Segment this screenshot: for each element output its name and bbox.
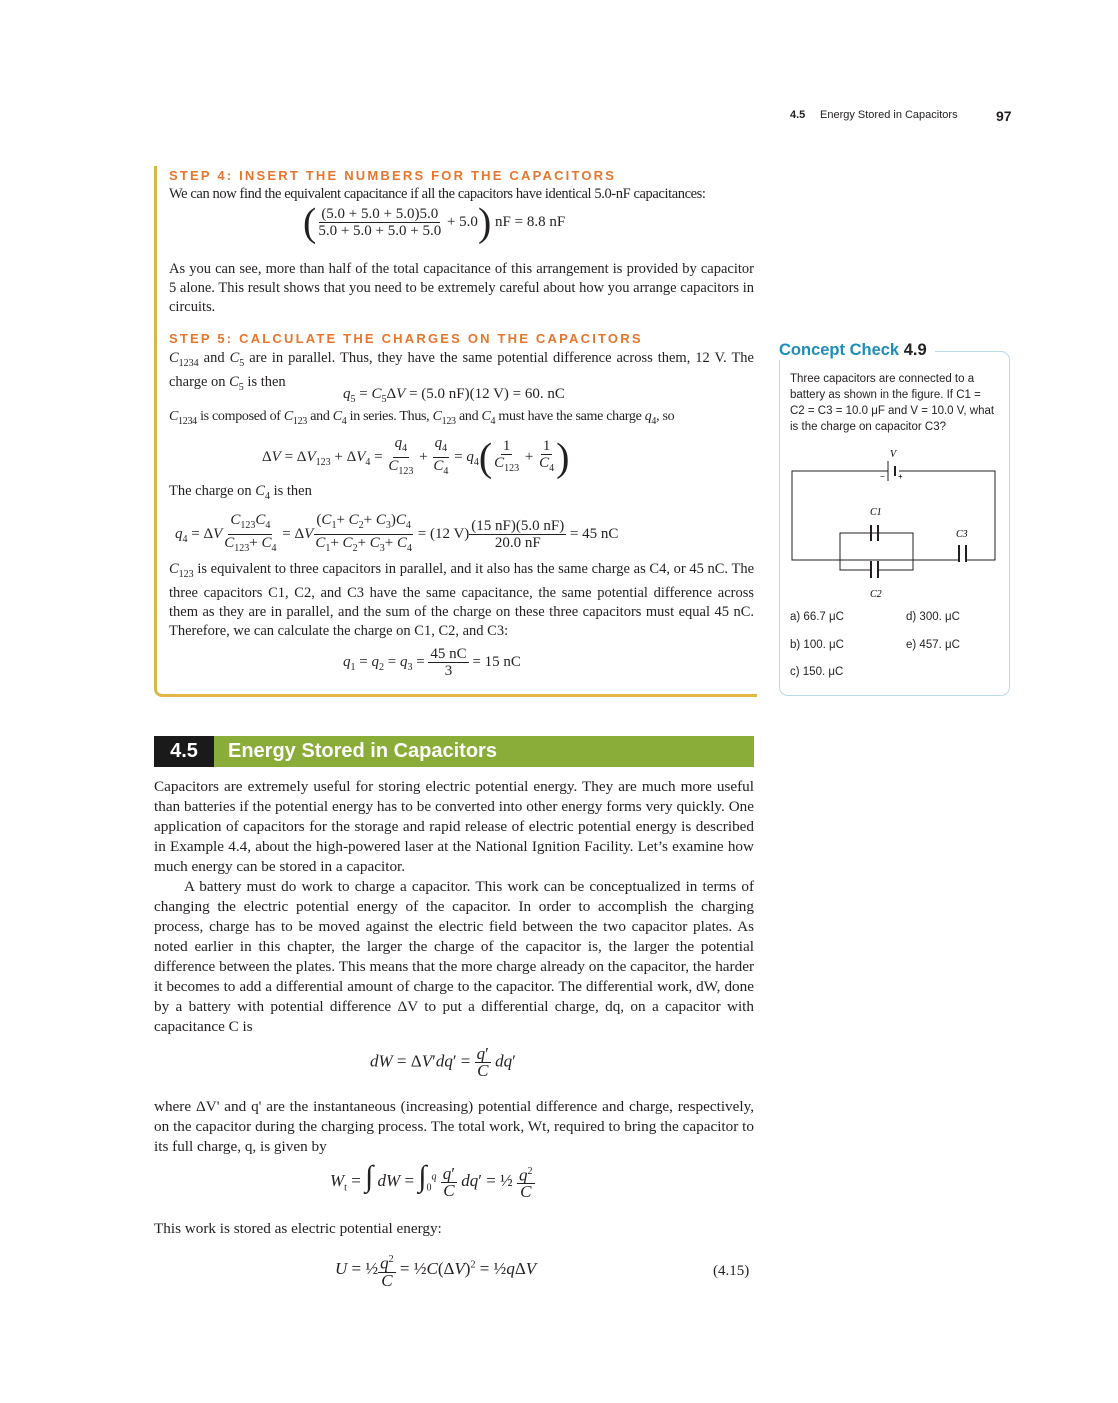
step5-line2: $C_{1234}$ is composed of $C_{123}$ and $C_4$ in series. Thus, $C_{123}$ and $C_4$ must have the same charge $q_4$, so [169, 409, 675, 427]
equation-q123: $q_1 = q_2 = q_3$ = $\frac{45 nC}{3}$ = 15 nC [343, 646, 521, 679]
step5-line1-text: are in parallel. Thus, they have the same potential difference across them, 12 V. The charge on [169, 350, 754, 390]
charge-c4-text: The charge on $C_4$ is then [169, 483, 312, 502]
eq2-text: = (5.0 nF)(12 V) = 60. nC [409, 386, 565, 402]
answer-c: c) 150. μC [790, 666, 844, 678]
step5-heading: STEP 5: CALCULATE THE CHARGES ON THE CAPACITORS [169, 331, 643, 346]
line2-c: must have the same charge [498, 409, 642, 424]
eq5-num: 45 nC [430, 646, 467, 662]
concept-check-label: Concept Check [779, 341, 900, 359]
paragraph-c123: $C_{123}$ is equivalent to three capacitors in parallel, and it also has the same charge as C4, or 45 nC. The three capacitors C1, C2, and C3 have the same capacitance, the same potential difference across them as they are in parallel, and the sum of the charge on these three capacitors must equal 45 nC. Therefore, we can calculate the charge on C1, C2, and C3: [169, 561, 755, 639]
equation-dw: dW = ΔV′dq′ = $\frac{q'}{C}$ dq′ [370, 1044, 516, 1080]
step5-line1b: is then [247, 373, 286, 390]
section-paragraph-2: A battery must do work to charge a capacitor. This work can be conceptualized in terms of changing the electric potential energy of the capacitor. In order to accomplish the charging process, charge has to be moved against the electric field between the two capacitor plates. As noted earlier in this chapter, the larger the charge of the capacitor is, the larger the potential difference between the plates. This means that the more charge already on the capacitor, the harder it becomes to add a differential amount of charge to the capacitor. The differential work, dW, done by a battery with potential difference ΔV to put a differential charge, dq, on a capacitor with capacitance C is [154, 878, 754, 1035]
circuit-label-minus: − [880, 472, 885, 481]
eq1-numerator: (5.0 + 5.0 + 5.0)5.0 [321, 206, 439, 222]
equation-u: U = ½ $\frac{q^2}{C}$ = $\frac{1}{2}C(\Delta V)^2$ = ½qΔV [335, 1253, 537, 1290]
header-section-title: Energy Stored in Capacitors [820, 109, 958, 121]
eq1-denominator: 5.0 + 5.0 + 5.0 + 5.0 [318, 223, 442, 239]
step4-heading: STEP 4: INSERT THE NUMBERS FOR THE CAPACITORS [169, 168, 617, 183]
equation-wt: $W_t$ = ∫ dW = $\int_0^q$ $\frac{q'}{C}$ dq′ = ½ $\frac{q^2}{C}$ [330, 1160, 533, 1202]
answer-d: d) 300. μC [906, 611, 960, 623]
para3-text: is equivalent to three capacitors in parallel, and it also has the same charge as C4, or 45 nC. The three capacitors C1, C2, and C3 have the same capacitance, the same potential difference across them as they are in parallel, and the sum of the charge on these three capacitors must equal 45 nC. Therefore, we can calculate the charge on C1, C2, and C3: [169, 561, 755, 639]
equation-q4: $q_4 = \Delta V$ $\frac{C_{123}C_4}{C_{123}+ C_4}$ = ΔV $\frac{(C_1+ C_2+ C_3)C_4}{C_1+ C_2+ C_3+ C_4}$ = (12 V) $\frac{(15 nF)(5.0 nF)}{20.0 nF}$ = 45 nC [175, 512, 619, 554]
eq4-num: (15 nF)(5.0 nF) [471, 518, 565, 534]
concept-check-number: 4.9 [903, 341, 927, 359]
charge-c4-b: is then [273, 483, 312, 499]
circuit-label-v: V [890, 449, 897, 460]
equation-label: (4.15) [713, 1263, 750, 1279]
eq5-den: 3 [444, 663, 453, 679]
step4-intro: We can now find the equivalent capacitance if all the capacitors have identical 5.0-nF capacitances: [169, 186, 706, 202]
concept-check-title [779, 341, 935, 360]
step4-paragraph: As you can see, more than half of the total capacitance of this arrangement is provided by capacitor 5 alone. This result shows that you need to be extremely careful about how you arrange capacitors in circuits. [169, 261, 754, 315]
equation-equivalent-capacitance: ( $\frac{(5.0 + 5.0 + 5.0)5.0}{5.0 + 5.0 + 5.0 + 5.0}$ + 5.0) nF = 8.8 nF [303, 199, 566, 245]
answer-b: b) 100. μC [790, 639, 844, 651]
circuit-label-c2: C2 [870, 589, 882, 600]
step5-line1: $C_{1234}$ and $C_5$ are in parallel. Thus, they have the same potential difference across them, 12 V. The charge on $C_5$ is then [169, 350, 754, 393]
eq4-res: = 45 nC [569, 525, 619, 542]
equation-delta-v: $\Delta V = \Delta V_{123} + \Delta V_4$ = $\frac{q_4}{C_{123}}$ + $\frac{q_4}{C_4}$ = $q_4$( $\frac{1}{C_{123}}$ + $\frac{1}{C_4}$ ) [262, 434, 570, 480]
header-section-number: 4.5 [790, 109, 806, 121]
equation-q5: $q_5 = C_5\Delta V = (5.0$ nF)(12 V) = 60. nC [343, 386, 565, 405]
answer-a: a) 66.7 μC [790, 611, 844, 623]
circuit-diagram [785, 445, 1005, 605]
eq4-den: 20.0 nF [494, 535, 541, 551]
line2-a: is composed of [200, 409, 281, 424]
eq4-pre: = (12 V) [417, 525, 470, 542]
answer-e: e) 457. μC [906, 639, 960, 651]
page-number: 97 [996, 108, 1012, 124]
section-number: 4.5 [154, 736, 214, 767]
section-paragraph-3: where ΔV' and q' are the instantaneous (increasing) potential difference and charge, respectively, on the capacitor during the charging process. The total work, Wt, required to bring the capacitor to its full charge, q, is given by [154, 1098, 754, 1155]
eq1-plus: + 5.0 [446, 213, 478, 230]
section-paragraph-4: This work is stored as electric potential energy: [154, 1220, 442, 1237]
charge-c4-a: The charge on [169, 483, 252, 499]
section-title: Energy Stored in Capacitors [228, 740, 497, 762]
eq5-res: = 15 nC [472, 653, 521, 670]
eq1-result: nF = 8.8 nF [495, 213, 566, 230]
line2-b: in series. Thus, [349, 409, 430, 424]
concept-check-question: Three capacitors are connected to a battery as shown in the figure. If C1 = C2 = C3 = 10.0 μF and V = 10.0 V, what is the charge on capacitor C3? [790, 373, 995, 433]
circuit-label-c1: C1 [870, 507, 882, 518]
circuit-label-plus: + [898, 472, 903, 481]
section-paragraph-1: Capacitors are extremely useful for storing electric potential energy. They are much more useful than batteries if the potential energy has to be converted into other energy forms very quickly. One application of capacitors for the storage and rapid release of electric potential energy is described in Example 4.4, about the high-powered laser at the National Ignition Facility. Let’s examine how much energy can be stored in a capacitor. [154, 778, 754, 875]
circuit-label-c3: C3 [956, 529, 968, 540]
